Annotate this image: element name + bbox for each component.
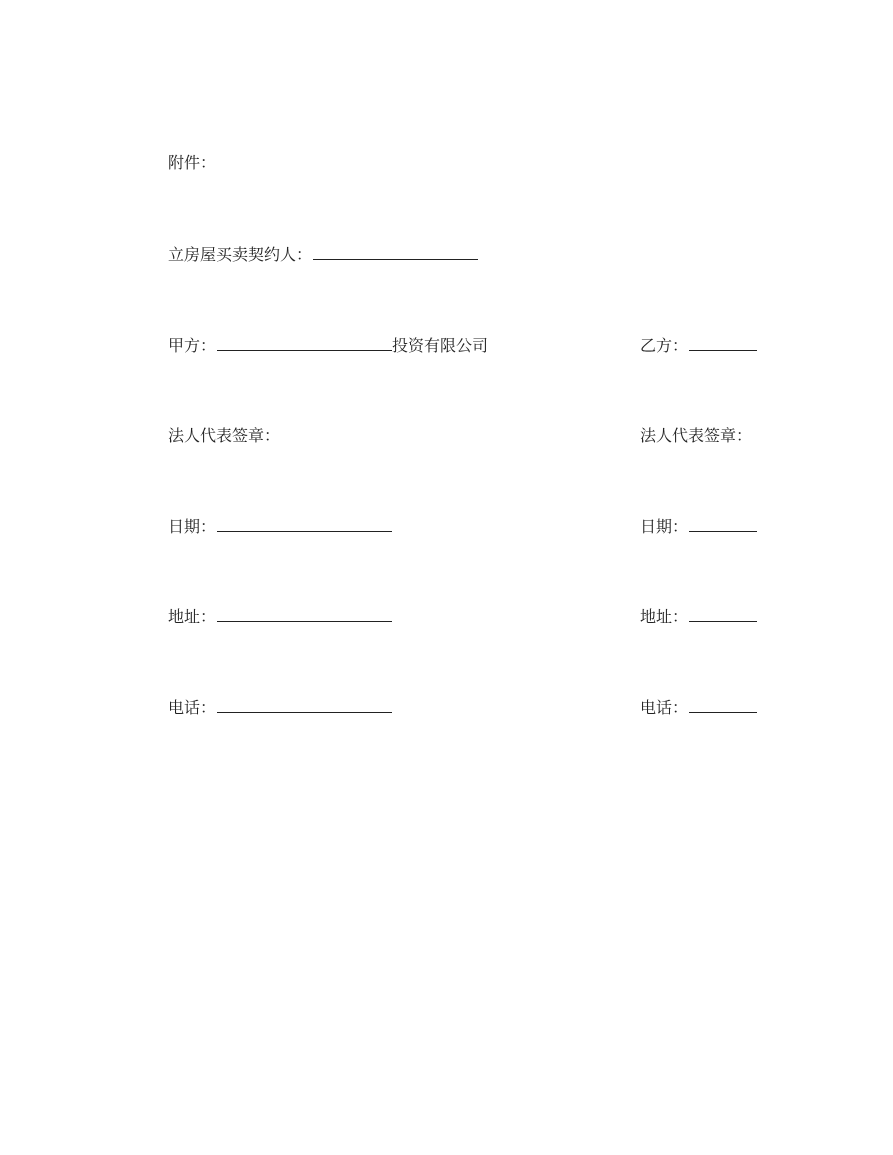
party-a-address-line [168,607,392,627]
party-b-date-label: 日期： [640,517,689,536]
party-b-name-blank[interactable] [689,336,757,351]
party-a-legal-rep-line [168,426,280,446]
attachment-line [168,153,216,173]
contract-party-label: 立房屋买卖契约人： [168,245,313,264]
party-b-address-label: 地址： [640,607,689,626]
party-b-legal-rep-line [640,426,752,446]
contract-party-blank[interactable] [313,245,478,260]
party-a-date-line [168,517,392,537]
party-a-date-blank[interactable] [217,517,392,532]
party-b-phone-line [640,698,757,718]
party-b-address-blank[interactable] [689,607,757,622]
party-a-company-suffix: 投资有限公司 [392,336,489,355]
party-a-name-blank[interactable] [217,336,392,351]
attachment-label: 附件： [168,153,217,172]
party-b-date-line [640,517,757,537]
party-a-phone-blank[interactable] [217,698,392,713]
party-a-phone-label: 电话： [168,698,217,717]
party-a-date-label: 日期： [168,517,217,536]
contract-party-line [168,245,478,265]
party-b-date-blank[interactable] [689,517,757,532]
party-b-line [640,336,757,356]
party-a-address-blank[interactable] [217,607,392,622]
party-a-phone-line [168,698,392,718]
party-b-address-line [640,607,757,627]
party-b-label: 乙方： [640,336,689,355]
party-a-address-label: 地址： [168,607,217,626]
party-a-line [168,336,488,356]
party-b-legal-rep-label: 法人代表签章： [640,426,753,445]
party-a-legal-rep-label: 法人代表签章： [168,426,281,445]
party-b-phone-label: 电话： [640,698,689,717]
party-b-phone-blank[interactable] [689,698,757,713]
party-a-label: 甲方： [168,336,217,355]
